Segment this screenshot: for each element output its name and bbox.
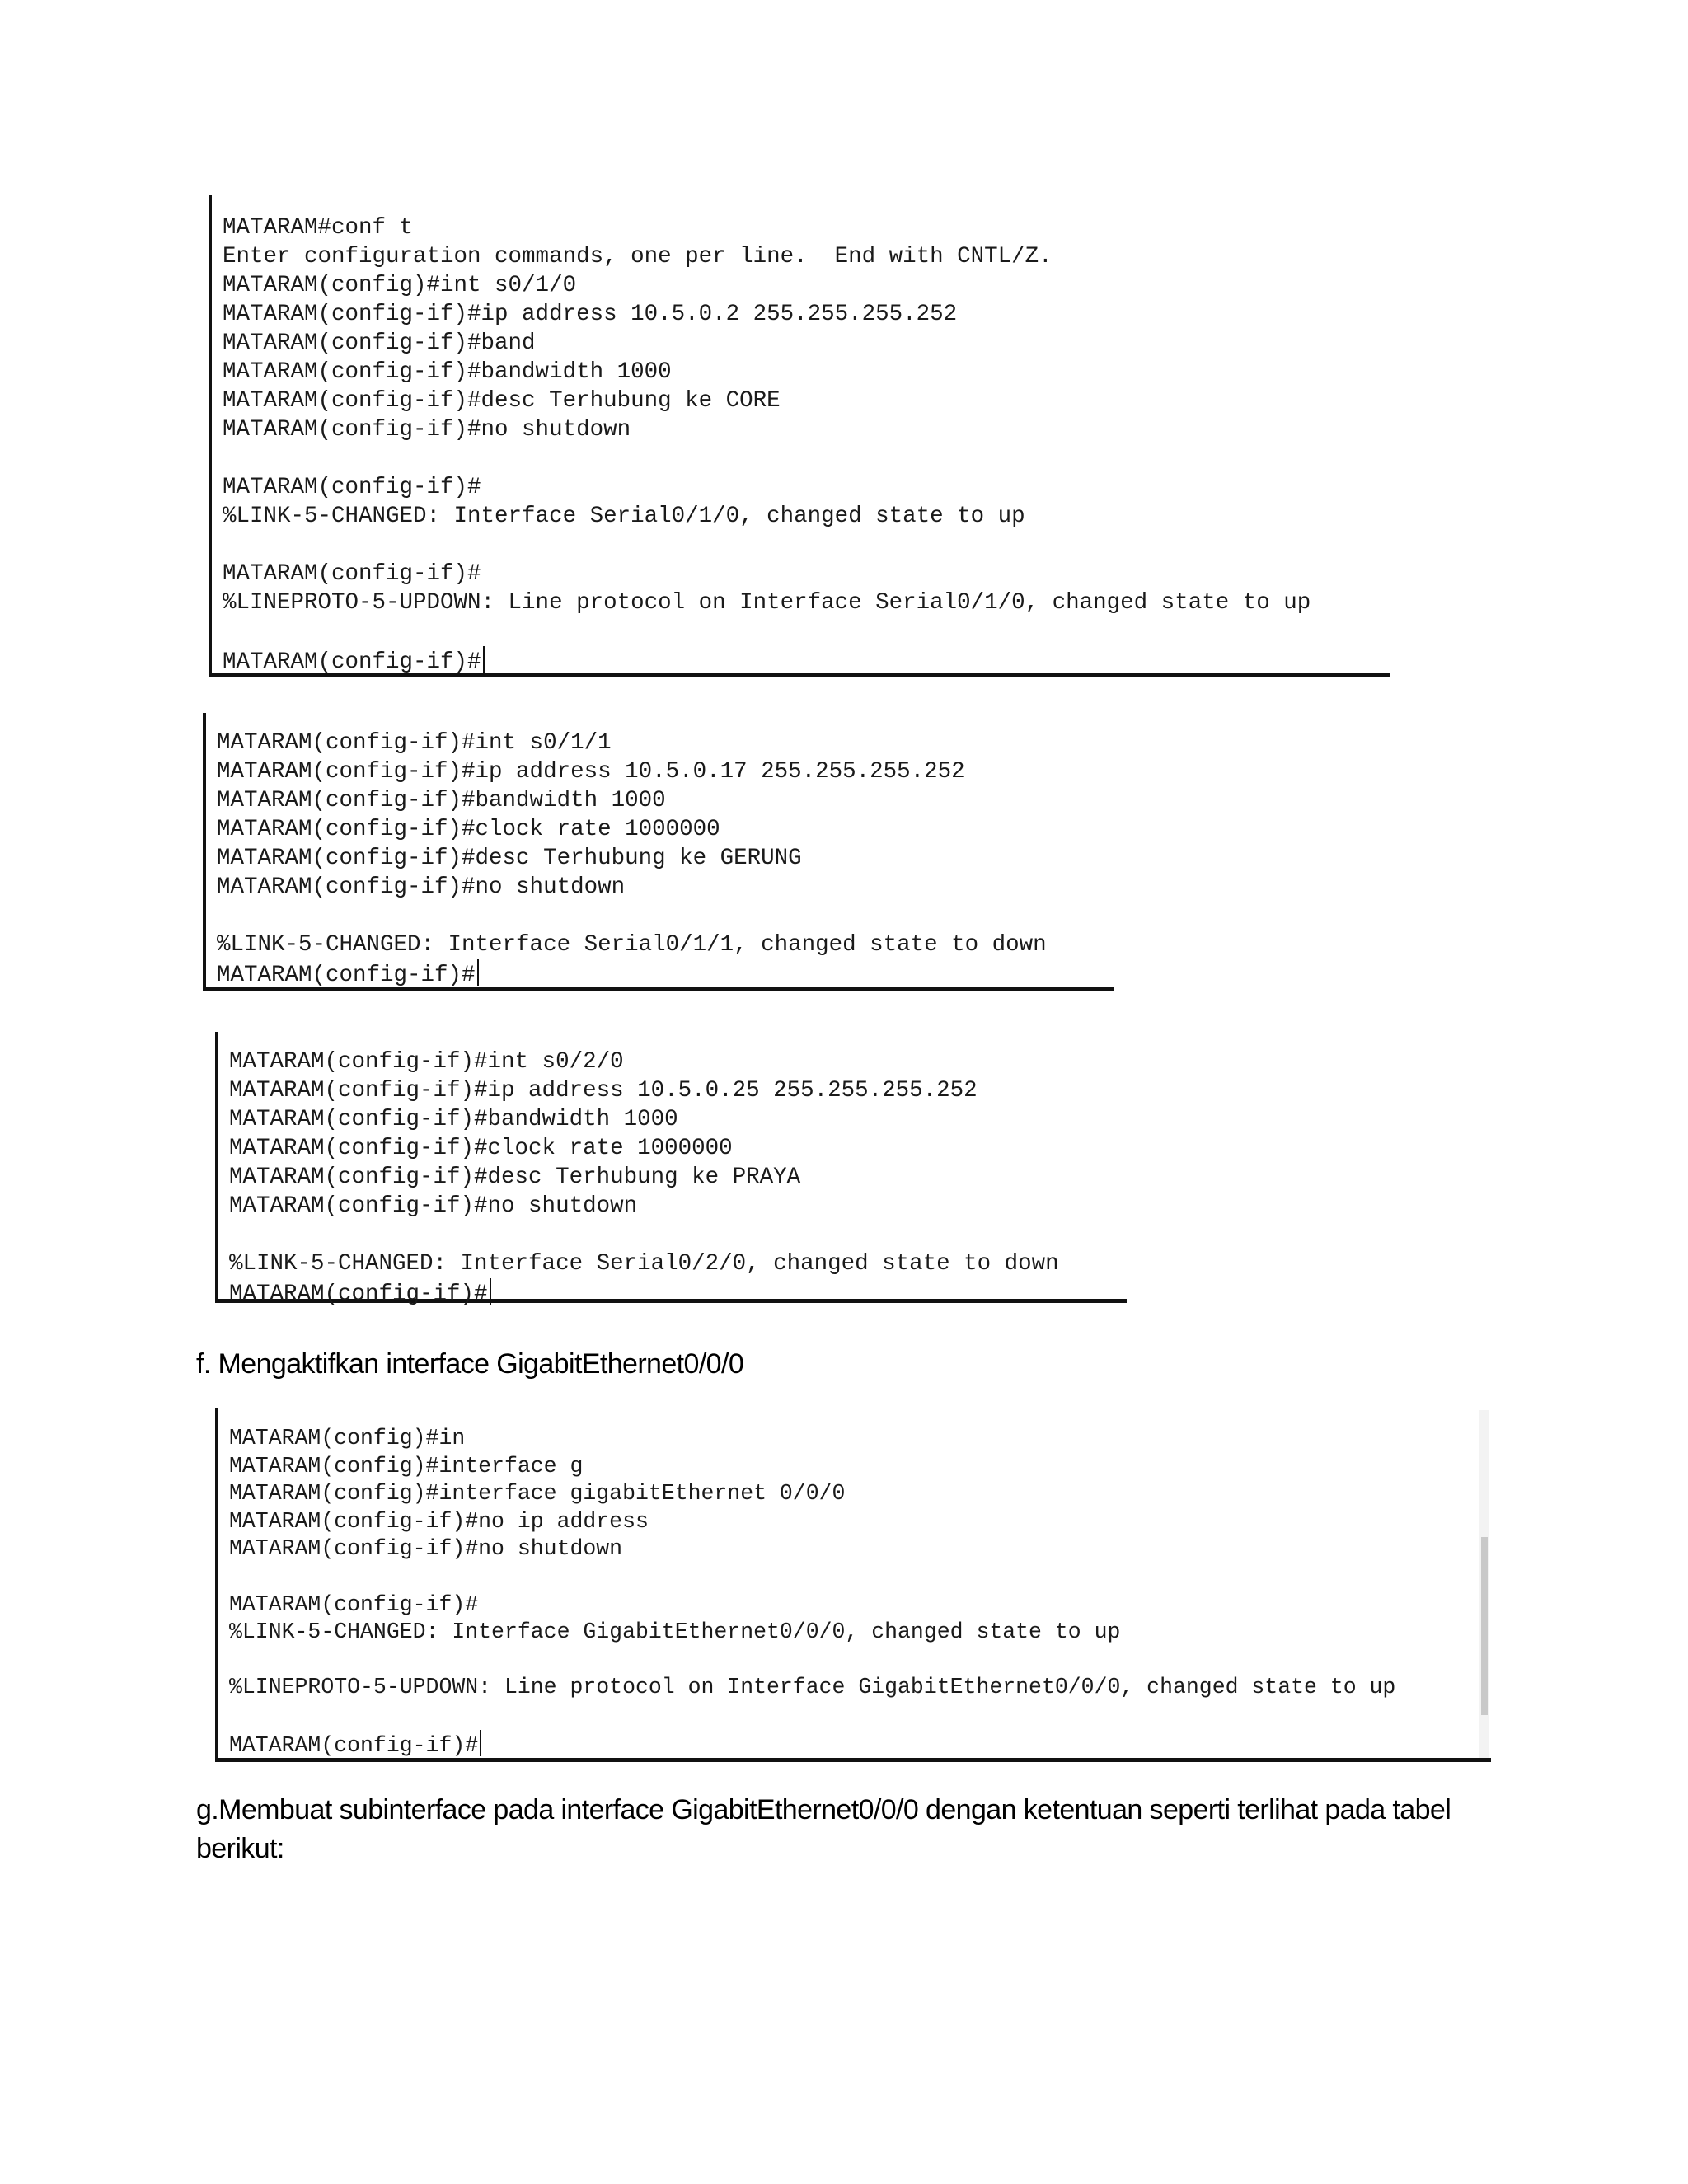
terminal-line-text: MATARAM(config-if)#int s0/1/1 (217, 730, 612, 756)
terminal-screenshot-serial0-1-0 (209, 195, 1390, 677)
terminal-line (223, 329, 1390, 358)
terminal-line-text: MATARAM(config-if)#no shutdown (229, 1536, 623, 1562)
terminal-line-text: MATARAM(config-if)#desc Terhubung ke PRAYA (229, 1165, 801, 1190)
terminal-line (217, 786, 1114, 815)
terminal-line-text: MATARAM(config-if)# (223, 649, 481, 675)
terminal-line (229, 1591, 1491, 1619)
terminal-line (229, 1730, 1491, 1758)
terminal-line-text: %LINK-5-CHANGED: Interface Serial0/2/0, changed state to down (229, 1251, 1059, 1277)
terminal-line (217, 815, 1114, 844)
terminal-line (217, 757, 1114, 786)
terminal-line (229, 1563, 1491, 1591)
terminal-line (223, 271, 1390, 300)
terminal-line-text: MATARAM(config-if)#ip address 10.5.0.2 255.255.255.252 (223, 302, 958, 327)
terminal-line (223, 242, 1390, 271)
terminal-line-text: MATARAM(config)#interface gigabitEthernet 0/0/0 (229, 1481, 846, 1507)
terminal-screenshot-gigabitethernet0-0-0 (215, 1408, 1491, 1762)
terminal-line-text: MATARAM(config-if)# (223, 475, 481, 500)
terminal-line (229, 1425, 1491, 1453)
terminal-line (223, 444, 1390, 473)
step-heading-g: g.Membuat subinterface pada interface GigabitEthernet0/0/0 dengan ketentuan seperti terlihat pada tabel berikut: (196, 1794, 1451, 1864)
terminal-line-text: MATARAM(config-if)#desc Terhubung ke GERUNG (217, 846, 802, 871)
terminal-line (223, 358, 1390, 387)
terminal-line-text: %LINK-5-CHANGED: Interface Serial0/1/1, changed state to down (217, 932, 1047, 958)
text-cursor (483, 646, 485, 673)
terminal-line (229, 1076, 1127, 1105)
terminal-line (223, 646, 1390, 675)
terminal-line-text: %LINEPROTO-5-UPDOWN: Line protocol on Interface Serial0/1/0, changed state to up (223, 590, 1311, 616)
terminal-line (217, 873, 1114, 902)
terminal-line (223, 300, 1390, 329)
terminal-line (229, 1453, 1491, 1481)
terminal-line-text: MATARAM(config-if)#bandwidth 1000 (229, 1107, 678, 1132)
text-cursor (490, 1278, 491, 1305)
terminal-line-text: MATARAM(config-if)#desc Terhubung ke CORE (223, 388, 781, 414)
terminal-line (229, 1221, 1127, 1249)
terminal-line (223, 415, 1390, 444)
terminal-line-text: MATARAM(config)#in (229, 1426, 466, 1451)
text-cursor (477, 959, 479, 986)
terminal-screenshot-serial0-1-1 (203, 713, 1114, 991)
terminal-line-text: MATARAM(config-if)#band (223, 330, 536, 356)
terminal-line (223, 531, 1390, 560)
terminal-line (229, 1047, 1127, 1076)
terminal-line (223, 387, 1390, 415)
terminal-line (217, 902, 1114, 930)
terminal-line-text: MATARAM(config-if)#int s0/2/0 (229, 1049, 624, 1075)
terminal-line-text: MATARAM(config-if)# (229, 1282, 488, 1307)
terminal-line (229, 1702, 1491, 1730)
terminal-line-text: MATARAM(config-if)#no shutdown (229, 1193, 638, 1219)
terminal-line-text: MATARAM(config-if)#no shutdown (217, 874, 626, 900)
terminal-line-text: %LINK-5-CHANGED: Interface GigabitEthernet0/0/0, changed state to up (229, 1619, 1121, 1645)
terminal-line-text: MATARAM(config-if)#no ip address (229, 1508, 649, 1534)
terminal-screenshot-serial0-2-0 (215, 1032, 1127, 1307)
terminal-line-text: MATARAM#conf t (223, 215, 414, 241)
terminal-line (229, 1480, 1491, 1508)
terminal-line-text: MATARAM(config)#interface g (229, 1453, 584, 1479)
terminal-line (223, 502, 1390, 531)
terminal-line (229, 1619, 1491, 1647)
terminal-line-text: MATARAM(config)#int s0/1/0 (223, 273, 577, 298)
scrollbar-thumb[interactable] (1481, 1537, 1488, 1715)
terminal-line (217, 930, 1114, 959)
terminal-line (223, 473, 1390, 502)
terminal-line-text: Enter configuration commands, one per line. End with CNTL/Z. (223, 244, 1053, 269)
terminal-line-text: MATARAM(config-if)# (229, 1732, 479, 1758)
terminal-line (229, 1105, 1127, 1134)
terminal-line-text: MATARAM(config-if)#clock rate 1000000 (217, 817, 720, 842)
terminal-line-text: MATARAM(config-if)#bandwidth 1000 (223, 359, 672, 385)
terminal-line (229, 1647, 1491, 1675)
step-heading-f: f. Mengaktifkan interface GigabitEthernet0/0/0 (196, 1348, 744, 1380)
terminal-line (229, 1134, 1127, 1163)
text-cursor (480, 1730, 481, 1756)
terminal-line (223, 560, 1390, 588)
terminal-line-text: %LINEPROTO-5-UPDOWN: Line protocol on Interface GigabitEthernet0/0/0, changed state to up (229, 1675, 1396, 1700)
terminal-line (229, 1278, 1127, 1307)
terminal-line (223, 213, 1390, 242)
terminal-line-text: MATARAM(config-if)#ip address 10.5.0.17 255.255.255.252 (217, 759, 965, 785)
terminal-line-text: %LINK-5-CHANGED: Interface Serial0/1/0, changed state to up (223, 504, 1025, 529)
terminal-line (229, 1508, 1491, 1536)
terminal-line (229, 1674, 1491, 1702)
terminal-line-text: MATARAM(config-if)#bandwidth 1000 (217, 788, 666, 813)
terminal-line (229, 1249, 1127, 1278)
terminal-scrollbar[interactable] (1479, 1410, 1489, 1758)
terminal-line-text: MATARAM(config-if)#ip address 10.5.0.25 255.255.255.252 (229, 1078, 978, 1104)
terminal-line-text: MATARAM(config-if)# (223, 561, 481, 587)
terminal-line-text: MATARAM(config-if)# (229, 1591, 479, 1617)
terminal-line (217, 729, 1114, 757)
terminal-line-text: MATARAM(config-if)#clock rate 1000000 (229, 1136, 733, 1161)
terminal-line (229, 1192, 1127, 1221)
terminal-line (223, 617, 1390, 646)
terminal-line (229, 1535, 1491, 1563)
terminal-line (229, 1163, 1127, 1192)
terminal-line (217, 844, 1114, 873)
terminal-line-text: MATARAM(config-if)#no shutdown (223, 417, 631, 443)
terminal-line (217, 959, 1114, 988)
terminal-line-text: MATARAM(config-if)# (217, 963, 476, 988)
terminal-line (223, 588, 1390, 617)
